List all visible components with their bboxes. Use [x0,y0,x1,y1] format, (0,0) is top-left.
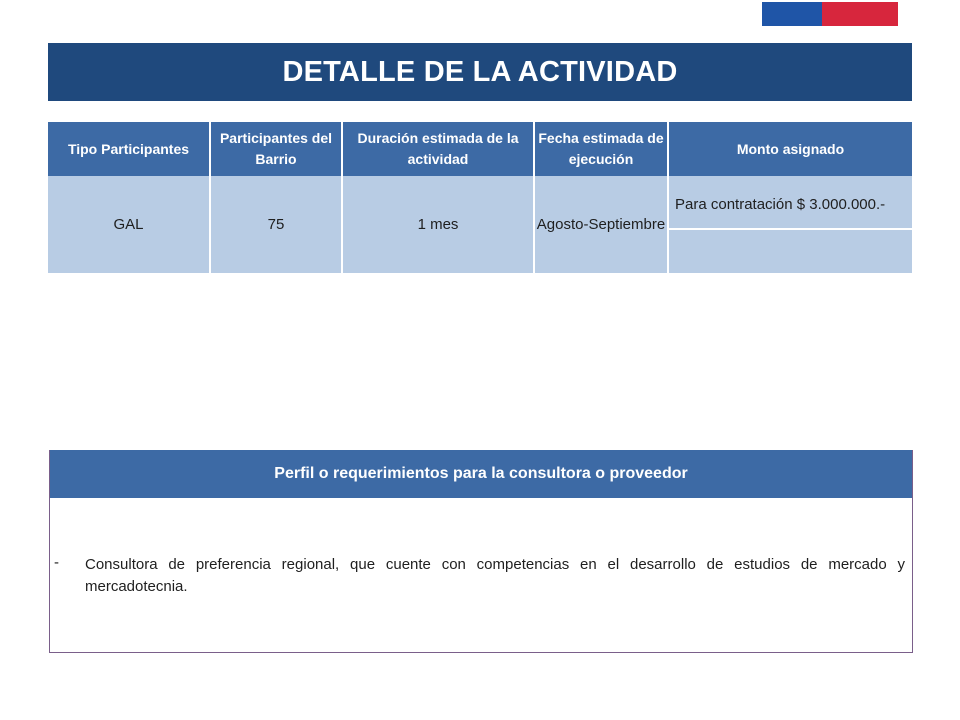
cell-duracion: 1 mes [342,176,534,273]
title-bar [48,43,912,101]
profile-header [50,450,912,498]
bullet-dash: - [54,554,59,571]
profile-header-label: Perfil o requerimientos para la consultora o proveedor [274,465,688,482]
cell-monto-empty [668,229,912,273]
flag-blue-stripe [762,2,822,26]
table-row [48,176,912,229]
header-fecha: Fecha estimada de ejecución [534,122,668,176]
flag-logo [732,0,928,30]
header-monto: Monto asignado [668,122,912,176]
cell-monto: Para contratación $ 3.000.000.- [668,176,912,229]
profile-table [49,450,913,653]
activity-table [48,122,912,273]
cell-fecha: Agosto-Septiembre [534,176,668,273]
table-header-row [48,122,912,176]
cell-tipo: GAL [48,176,210,273]
header-duracion: Duración estimada de la actividad [342,122,534,176]
profile-body [50,498,912,652]
header-tipo: Tipo Participantes [48,122,210,176]
page-title: DETALLE DE LA ACTIVIDAD [282,55,678,88]
profile-text: Consultora de preferencia regional, que cuente con competencias en el desarrollo de estudios de mercado y mercadotecnia. [85,556,905,595]
flag-red-stripe [822,2,898,26]
cell-participantes: 75 [210,176,342,273]
header-participantes: Participantes del Barrio [210,122,342,176]
